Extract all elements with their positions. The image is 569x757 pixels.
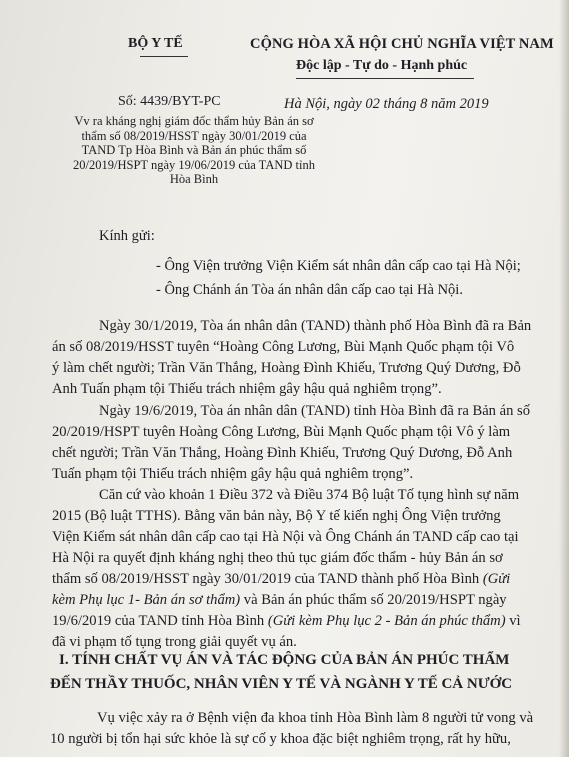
- document-subject: Vv ra kháng nghị giám đốc thẩm hủy Bản án sơ thẩm số 08/2019/HSST ngày 30/01/2019 của TAND Tp Hòa Bình và Bản án phúc thẩm số 20/2019/HSPT ngày 19/06/2019 của TAND tỉnh Hòa Bình: [73, 114, 315, 186]
- ministry-name: BỘ Y TẾ: [128, 36, 183, 51]
- motto-underline: [296, 78, 474, 79]
- recipient-2: - Ông Chánh án Tòa án nhân dân cấp cao tại Hà Nội.: [156, 282, 463, 298]
- paragraph-appeal-verdict: [52, 401, 530, 485]
- text-run: thẩm số 08/2019/HSST ngày 30/01/2019 của TAND thành phố Hòa Bình: [52, 571, 483, 587]
- text-line: Căn cứ vào khoản 1 Điều 372 và Điều 374 Bộ luật Tố tụng hình sự năm: [99, 487, 520, 503]
- text-line: 10 người bị tổn hại sức khỏe là sự cố y khoa đặc biệt nghiêm trọng, rất hy hữu,: [50, 731, 511, 747]
- paragraph-legal-basis: [52, 485, 521, 653]
- text-line: Anh Tuấn phạm tội Thiếu trách nhiệm gây hậu quả nghiêm trọng”.: [52, 381, 442, 397]
- text-line: [52, 569, 521, 590]
- text-line: ý làm chết người; Trần Văn Thắng, Hoàng Đình Khiếu, Trương Quý Dương, Đỗ: [52, 360, 521, 376]
- section-heading-line-1: I. TÍNH CHẤT VỤ ÁN VÀ TÁC ĐỘNG CỦA BẢN ÁN PHÚC THẨM: [59, 652, 510, 668]
- paragraph-first-instance-verdict: [52, 316, 531, 400]
- greeting: Kính gửi:: [99, 228, 155, 244]
- document-number: Số: 4439/BYT-PC: [118, 94, 221, 109]
- text-line: Ngày 19/6/2019, Tòa án nhân dân (TAND) tỉnh Hòa Bình đã ra Bản án số: [99, 403, 531, 419]
- paragraph-case-summary: [50, 708, 533, 750]
- text-run: vì: [505, 613, 521, 629]
- text-line: Vụ việc xảy ra ở Bệnh viện đa khoa tỉnh Hòa Bình làm 8 người tử vong và: [97, 710, 534, 726]
- text-run: và Bản án phúc thẩm số 20/2019/HSPT ngày: [240, 592, 507, 608]
- national-motto: Độc lập - Tự do - Hạnh phúc: [296, 58, 468, 73]
- italic-run: kèm Phụ lục 1- Bản án sơ thẩm): [52, 592, 241, 608]
- text-line: Tuấn phạm tội Thiếu trách nhiệm gây hậu quả nghiêm trọng”.: [52, 466, 414, 482]
- section-heading-line-2: ĐẾN THẦY THUỐC, NHÂN VIÊN Y TẾ VÀ NGÀNH Y TẾ CẢ NƯỚC: [50, 676, 513, 692]
- ministry-underline: [140, 56, 188, 57]
- text-line: Viện Kiểm sát nhân dân cấp cao tại Hà Nội và Ông Chánh án TAND cấp cao tại: [52, 529, 519, 545]
- text-run: 19/6/2019 của TAND tỉnh Hòa Bình: [52, 613, 268, 629]
- italic-run: (Gửi: [482, 571, 511, 587]
- text-line: 20/2019/HSPT tuyên Hoàng Công Lương, Bùi Mạnh Quốc phạm tội Vô ý làm: [52, 424, 511, 440]
- text-line: 2015 (Bộ luật TTHS). Bằng văn bản này, Bộ Y tế kiến nghị Ông Viện trưởng: [52, 508, 501, 524]
- nation-title: CỘNG HÒA XÃ HỘI CHỦ NGHĨA VIỆT NAM: [250, 36, 554, 52]
- document-date: Hà Nội, ngày 02 tháng 8 năm 2019: [284, 96, 489, 112]
- text-line: án số 08/2019/HSST tuyên “Hoàng Công Lương, Bùi Mạnh Quốc phạm tội Vô: [52, 339, 515, 355]
- text-line: [52, 611, 521, 632]
- text-line: Hà Nội ra quyết định kháng nghị theo thủ tục giám đốc thẩm - hủy Bản án sơ: [52, 550, 503, 566]
- page-edge-shadow: [559, 0, 569, 757]
- text-line: đã vi phạm tố tụng trong giải quyết vụ án.: [52, 634, 297, 650]
- text-line: Ngày 30/1/2019, Tòa án nhân dân (TAND) thành phố Hòa Bình đã ra Bản: [99, 318, 532, 334]
- text-line: chết người; Trần Văn Thắng, Hoàng Đình Khiếu, Trương Quý Dương, Đỗ Anh: [52, 445, 513, 461]
- italic-run: (Gửi kèm Phụ lục 2 - Bản án phúc thẩm): [267, 613, 506, 629]
- recipient-1: - Ông Viện trưởng Viện Kiểm sát nhân dân cấp cao tại Hà Nội;: [156, 258, 521, 274]
- text-line: [52, 590, 521, 611]
